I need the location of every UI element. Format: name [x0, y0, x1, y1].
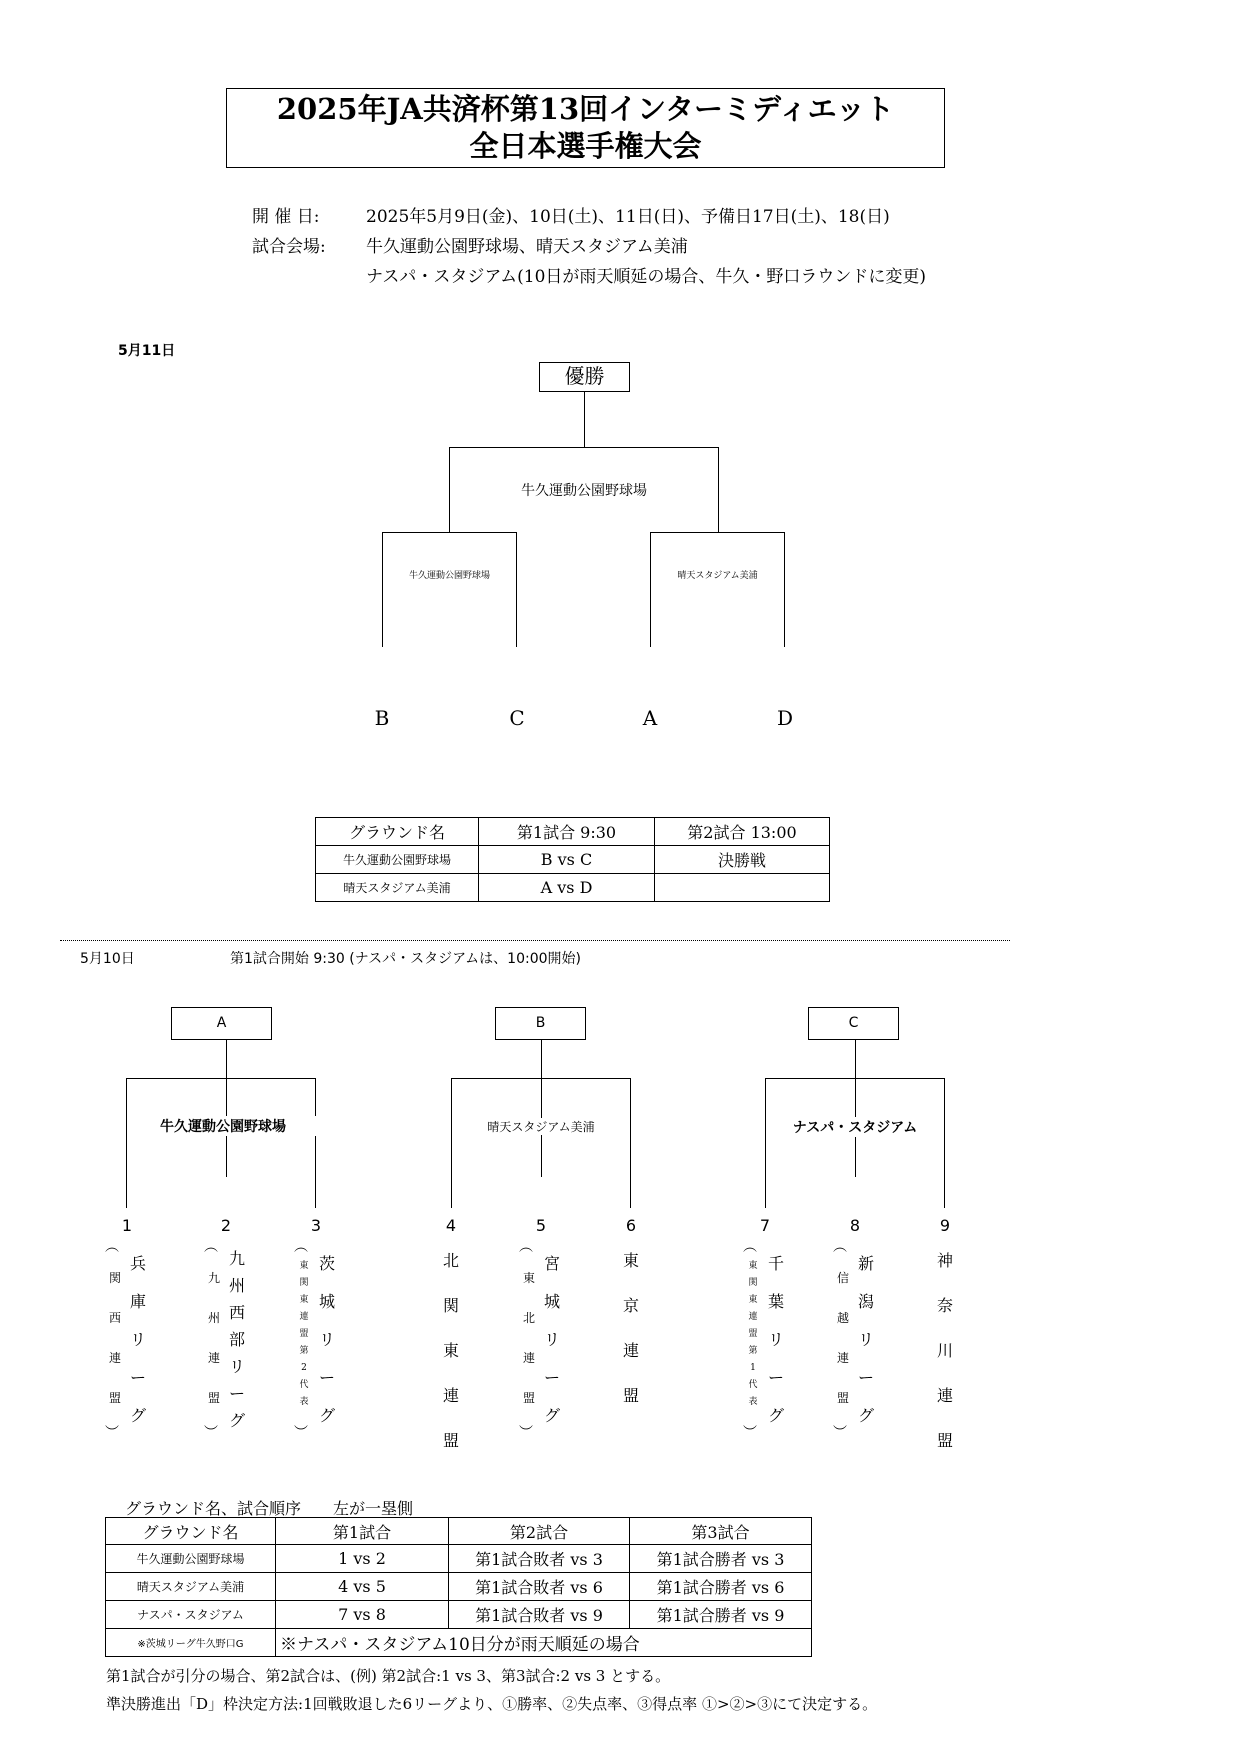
final-venue: 牛久運動公園野球場: [521, 483, 647, 499]
team-number: 5: [535, 1216, 547, 1235]
league-c-venue: ナスパ・スタジアム: [775, 1117, 935, 1137]
slot-a: A: [642, 706, 658, 730]
league-a-bracket: [126, 1078, 316, 1208]
paren-open: ︵: [743, 1239, 757, 1255]
table-cell: 第1試合敗者 vs 6: [449, 1573, 630, 1601]
table-footnote-left: ※茨城リーグ牛久野口G: [106, 1629, 276, 1657]
league-a-venue: 牛久運動公園野球場: [128, 1116, 318, 1136]
table-cell: 7 vs 8: [276, 1601, 449, 1629]
semi-right-venue: 晴天スタジアム美浦: [677, 571, 758, 581]
table-cell: 第1試合敗者 vs 9: [449, 1601, 630, 1629]
date-value: 2025年5月9日(金)、10日(土)、11日(日)、予備日17日(土)、18(日): [366, 207, 890, 227]
team-number: 2: [220, 1216, 232, 1235]
paren-close: ︶: [294, 1425, 308, 1441]
day10-schedule-table: [105, 1517, 812, 1657]
league-a-box: A: [171, 1007, 272, 1040]
title-line2: 全日本選手権大会: [469, 129, 702, 163]
paren-open: ︵: [833, 1239, 847, 1255]
team-affiliation: 東 関 東 連 盟 第 2 代 表: [299, 1261, 309, 1407]
day11-schedule-table: [315, 817, 830, 902]
league-b-box: B: [495, 1007, 586, 1040]
paren-open: ︵: [519, 1239, 533, 1255]
league-c-box: C: [808, 1007, 899, 1040]
team-name: 東 京 連 盟: [622, 1251, 639, 1405]
paren-close: ︶: [743, 1425, 757, 1441]
table-cell: B vs C: [479, 846, 655, 874]
venue-line2: ナスパ・スタジアム(10日が雨天順延の場合、牛久・野口ラウンドに変更): [366, 267, 927, 287]
title-line1: 2025年JA共済杯第13回インターミディエット: [276, 92, 895, 126]
venue-line1: 牛久運動公園野球場、晴天スタジアム美浦: [366, 237, 688, 257]
table-cell: ナスパ・スタジアム: [106, 1601, 276, 1629]
day10-table-caption: グラウンド名、試合順序 左が一塁側: [125, 1499, 414, 1518]
paren-open: ︵: [294, 1239, 308, 1255]
team-number: 6: [625, 1216, 637, 1235]
day11-date: 5月11日: [118, 343, 176, 359]
paren-open: ︵: [105, 1239, 119, 1255]
team-name: 九 州 西 部 リ ー グ: [228, 1249, 245, 1430]
note-2: 準決勝進出「D」枠決定方法:1回戦敗退した6リーグより、①勝率、②失点率、③得点率 ①>②>③にて決定する。: [106, 1695, 878, 1713]
league-c-bracket: [765, 1078, 945, 1208]
table-cell: 決勝戦: [655, 846, 830, 874]
league-b-venue: 晴天スタジアム美浦: [461, 1118, 621, 1135]
table-cell: 牛久運動公園野球場: [316, 846, 479, 874]
table-footnote-right: ※ナスパ・スタジアム10日分が雨天順延の場合: [276, 1629, 812, 1657]
table-cell: 晴天スタジアム美浦: [106, 1573, 276, 1601]
semi-left-bracket: [382, 532, 517, 647]
paren-open: ︵: [204, 1239, 218, 1255]
slot-b: B: [374, 706, 390, 730]
team-number: 4: [445, 1216, 457, 1235]
team-name: 北 関 東 連 盟: [442, 1251, 459, 1450]
team-name: 兵 庫 リ ー グ: [129, 1254, 146, 1425]
event-info: [252, 202, 926, 292]
day10-start-note: 第1試合開始 9:30 (ナスパ・スタジアムは、10:00開始): [230, 951, 581, 967]
table-cell: 晴天スタジアム美浦: [316, 874, 479, 902]
team-name: 茨 城 リ ー グ: [318, 1254, 335, 1425]
team-name: 宮 城 リ ー グ: [543, 1254, 560, 1425]
team-name: 千 葉 リ ー グ: [767, 1254, 784, 1425]
table-cell: [655, 874, 830, 902]
table-cell: 1 vs 2: [276, 1545, 449, 1573]
team-name: 新 潟 リ ー グ: [857, 1254, 874, 1425]
title-box: [226, 88, 945, 168]
team-affiliation: 東 関 東 連 盟 第 1 代 表: [748, 1261, 758, 1407]
table-header: グラウンド名: [106, 1518, 276, 1545]
team-affiliation: 九 州 連 盟: [207, 1271, 220, 1405]
table-header: グラウンド名: [316, 818, 479, 846]
day10-date: 5月10日: [80, 951, 135, 967]
league-b-bracket: [451, 1078, 631, 1208]
table-header: 第3試合: [630, 1518, 812, 1545]
team-number: 9: [939, 1216, 951, 1235]
team-number: 8: [849, 1216, 861, 1235]
table-cell: 第1試合敗者 vs 3: [449, 1545, 630, 1573]
team-affiliation: 東 北 連 盟: [522, 1271, 535, 1405]
paren-close: ︶: [204, 1425, 218, 1441]
table-header: 第2試合: [449, 1518, 630, 1545]
table-header: 第1試合: [276, 1518, 449, 1545]
team-name: 神 奈 川 連 盟: [936, 1251, 953, 1450]
slot-d: D: [776, 706, 794, 730]
paren-close: ︶: [833, 1425, 847, 1441]
paren-close: ︶: [105, 1425, 119, 1441]
table-cell: 第1試合勝者 vs 9: [630, 1601, 812, 1629]
divider: [60, 940, 1010, 941]
team-affiliation: 関 西 連 盟: [108, 1271, 121, 1405]
venue-label: 試合会場:: [252, 237, 326, 257]
table-cell: 4 vs 5: [276, 1573, 449, 1601]
slot-c: C: [509, 706, 525, 730]
note-1: 第1試合が引分の場合、第2試合は、(例) 第2試合:1 vs 3、第3試合:2 vs 3 とする。: [106, 1667, 671, 1685]
team-affiliation: 信 越 連 盟: [836, 1271, 849, 1405]
table-header: 第1試合 9:30: [479, 818, 655, 846]
table-cell: A vs D: [479, 874, 655, 902]
table-cell: 牛久運動公園野球場: [106, 1545, 276, 1573]
table-header: 第2試合 13:00: [655, 818, 830, 846]
table-cell: 第1試合勝者 vs 6: [630, 1573, 812, 1601]
champion-box: 優勝: [539, 362, 630, 392]
date-label: 開 催 日:: [252, 207, 320, 227]
team-number: 7: [759, 1216, 771, 1235]
semi-right-bracket: [650, 532, 785, 647]
table-cell: 第1試合勝者 vs 3: [630, 1545, 812, 1573]
bracket-line: [584, 392, 585, 448]
team-number: 1: [121, 1216, 133, 1235]
paren-close: ︶: [519, 1425, 533, 1441]
semi-left-venue: 牛久運動公園野球場: [408, 571, 490, 581]
team-number: 3: [310, 1216, 322, 1235]
